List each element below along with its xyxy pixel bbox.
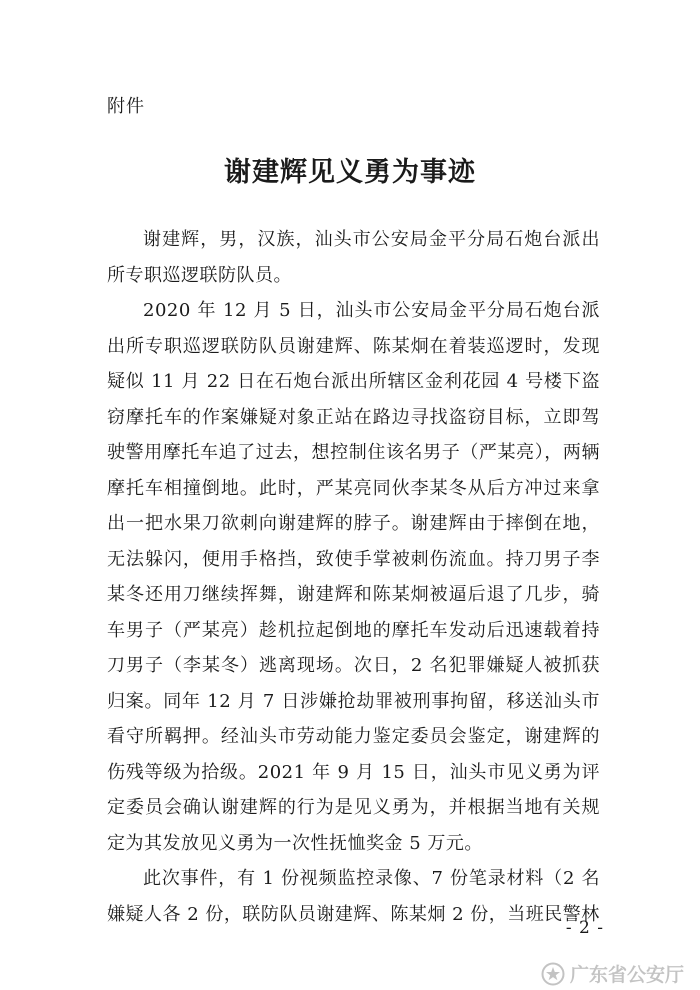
paragraph-intro: 谢建辉，男，汉族，汕头市公安局金平分局石炮台派出所专职巡逻联防队员。	[107, 229, 600, 286]
page-number: - 2 -	[565, 918, 604, 938]
document-title: 谢建辉见义勇为事迹	[224, 157, 476, 188]
paragraph-evidence: 此次事件，有 1 份视频监控录像、7 份笔录材料（2 名嫌疑人各 2 份，联防队员谢建辉、陈某炯 2 份，当班民警林	[107, 868, 600, 925]
attachment-label: 附件	[107, 96, 145, 117]
watermark-text: 广东省公安厅	[569, 964, 684, 986]
document-body	[107, 222, 600, 932]
police-emblem-icon	[541, 962, 565, 986]
watermark	[541, 960, 684, 987]
paragraph-incident: 2020 年 12 月 5 日，汕头市公安局金平分局石炮台派出所专职巡逻联防队员谢建辉、陈某炯在着装巡逻时，发现疑似 11 月 22 日在石炮台派出所辖区金利花园 4 号楼下盗窃摩托车的作案嫌疑对象正站在路边寻找盗窃目标，立即驾驶警用摩托车追了过去，想控制住该名男子（严某亮），两辆摩托车相撞倒地。此时，严某亮同伙李某冬从后方冲过来拿出一把水果刀欲刺向谢建辉的脖子。谢建辉由于摔倒在地，无法躲闪，便用手格挡，致使手掌被刺伤流血。持刀男子李某冬还用刀继续挥舞，谢建辉和陈某炯被逼后退了几步，骑车男子（严某亮）趁机拉起倒地的摩托车发动后迅速载着持刀男子（李某冬）逃离现场。次日，2 名犯罪嫌疑人被抓获归案。同年 12 月 7 日涉嫌抢劫罪被刑事拘留，移送汕头市看守所羁押。经汕头市劳动能力鉴定委员会鉴定，谢建辉的伤残等级为拾级。2021 年 9 月 15 日，汕头市见义勇为评定委员会确认谢建辉的行为是见义勇为，并根据当地有关规定为其发放见义勇为一次性抚恤奖金 5 万元。	[107, 300, 600, 854]
